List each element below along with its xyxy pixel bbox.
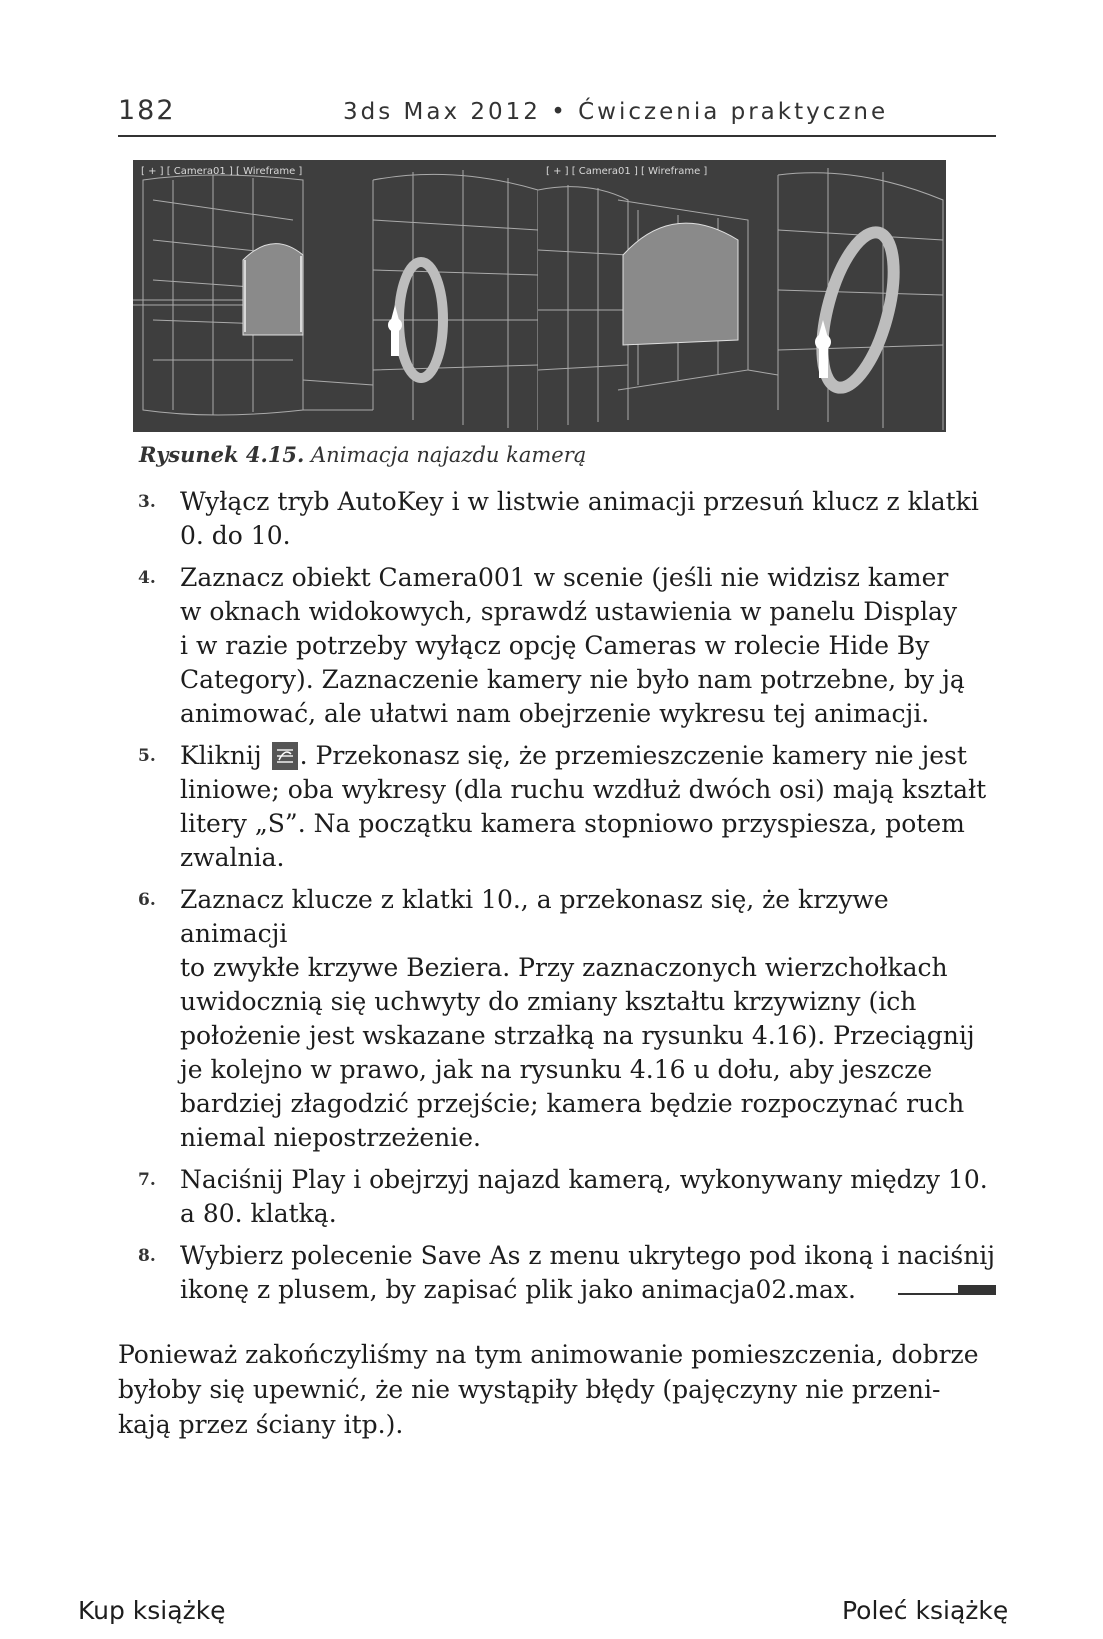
wireframe-scene-right	[538, 160, 946, 432]
step-number: 5.	[138, 746, 156, 766]
step-text: Wyłącz tryb AutoKey i w listwie animacji przesuń klucz z klatki 0. do 10.	[180, 487, 979, 550]
list-item	[138, 1239, 998, 1307]
figure-caption	[139, 442, 586, 467]
end-mark-block	[958, 1285, 996, 1295]
left-camera-viewport	[133, 160, 541, 432]
right-camera-viewport	[538, 160, 946, 432]
step-number: 3.	[138, 492, 156, 512]
step-text-before: Kliknij	[180, 741, 270, 770]
viewport-label: [ + ] [ Camera01 ] [ Wireframe ]	[546, 166, 708, 177]
step-number: 7.	[138, 1170, 156, 1190]
step-text	[180, 739, 998, 875]
step-text: Zaznacz obiekt Camera001 w scenie (jeśli nie widzisz kamer w oknach widokowych, sprawdź ustawienia w panelu Display i w razie potrzeby wyłącz opcję Cameras w rolecie Hide By Category). Zaznaczenie kamery nie było nam potrzebne, by ją animować, ale ułatwi nam obejrzenie wykresu tej animacji.	[180, 563, 965, 728]
step-number: 8.	[138, 1246, 156, 1266]
step-number: 4.	[138, 568, 156, 588]
end-mark-line	[898, 1293, 958, 1295]
list-item	[138, 485, 998, 553]
steps-list	[138, 485, 998, 1315]
page-number: 182	[118, 95, 176, 126]
viewport-label: [ + ] [ Camera01 ] [ Wireframe ]	[141, 166, 303, 177]
curve-editor-icon	[272, 742, 298, 770]
exercise-end-mark	[898, 1285, 996, 1295]
body-paragraph: Ponieważ zakończyliśmy na tym animowanie pomieszczenia, dobrze byłoby się upewnić, że nie wystąpiły błędy (pajęczyny nie przeni- kają przez ściany itp.).	[118, 1340, 979, 1439]
step-number: 6.	[138, 890, 156, 910]
list-item	[138, 739, 998, 875]
figure-number: Rysunek 4.15.	[139, 442, 305, 467]
buy-book-link[interactable]: Kup książkę	[78, 1596, 226, 1625]
step-text-after: . Przekonasz się, że przemieszczenie kamery nie jest liniowe; oba wykresy (dla ruchu wzdłuż dwóch osi) mają kształt litery „S”. Na początku kamera stopniowo przyspiesza, potem zwalnia.	[180, 741, 987, 872]
running-title: 3ds Max 2012 • Ćwiczenia praktyczne	[343, 99, 889, 125]
step-text: Naciśnij Play i obejrzyj najazd kamerą, wykonywany między 10. a 80. klatką.	[180, 1165, 988, 1228]
page-header	[118, 95, 996, 137]
list-item	[138, 883, 998, 1155]
recommend-book-link[interactable]: Poleć książkę	[842, 1596, 1009, 1625]
list-item	[138, 561, 998, 731]
step-text: Zaznacz klucze z klatki 10., a przekonasz się, że krzywe animacji to zwykłe krzywe Beziera. Przy zaznaczonych wierzchołkach uwidocznią się uchwyty do zmiany kształtu krzywizny (ich położenie jest wskazane strzałką na rysunku 4.16). Przeciągnij je kolejno w prawo, jak na rysunku 4.16 u dołu, aby jeszcze bardziej złagodzić przejście; kamera będzie rozpoczynać ruch niemal niepostrzeżenie.	[180, 885, 975, 1152]
step-text: Wybierz polecenie Save As z menu ukrytego pod ikoną i naciśnij ikonę z plusem, by zapisać plik jako animacja02.max.	[180, 1241, 996, 1304]
figure-caption-text: Animacja najazdu kamerą	[311, 443, 587, 467]
list-item	[138, 1163, 998, 1231]
wireframe-scene-left	[133, 160, 541, 432]
